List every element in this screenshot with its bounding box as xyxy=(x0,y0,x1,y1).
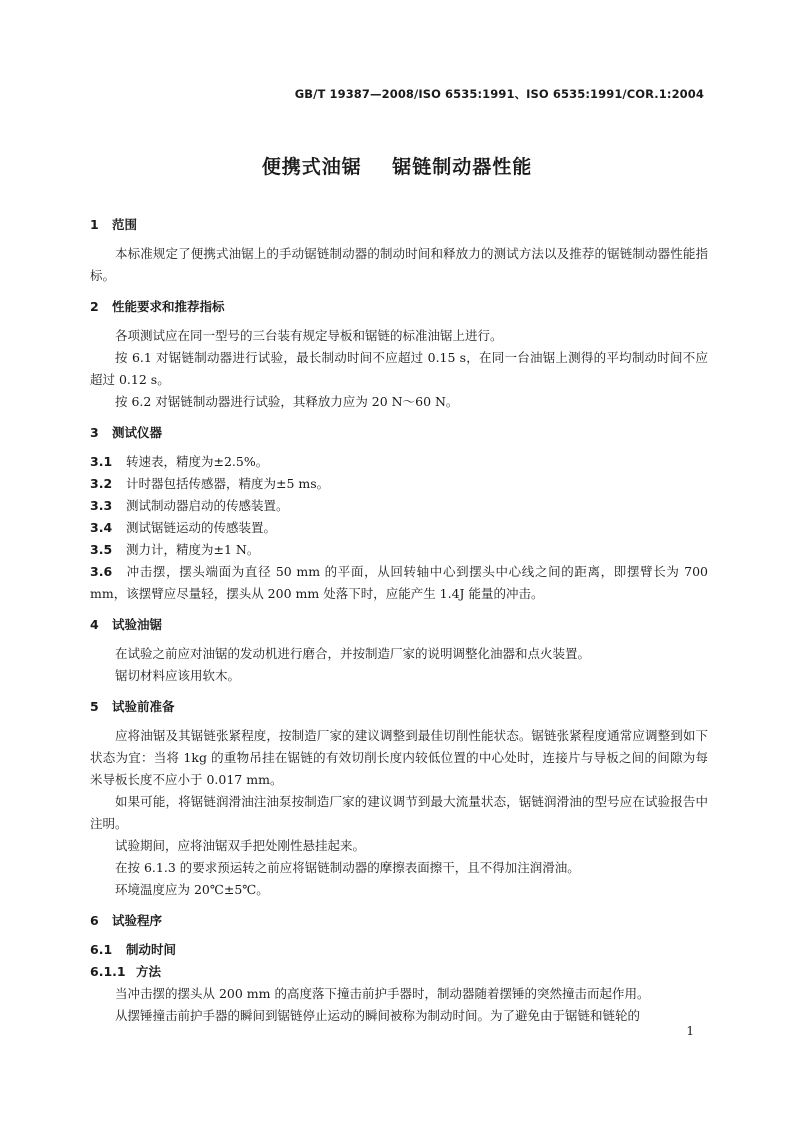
item-number: 3.5 xyxy=(90,542,113,557)
section-title: 试验前准备 xyxy=(112,699,175,714)
document-body xyxy=(90,214,708,1027)
subsection-number: 6.1 xyxy=(90,942,113,957)
section-title: 测试仪器 xyxy=(112,425,163,440)
section-title: 试验油锯 xyxy=(112,617,163,632)
item-text: 转速表，精度为±2.5%。 xyxy=(126,454,269,469)
item-number: 3.1 xyxy=(90,454,113,469)
section-1-heading xyxy=(90,214,708,236)
item-text: 测试锯链运动的传感装置。 xyxy=(126,520,277,535)
section-4-heading xyxy=(90,614,708,636)
item-number: 3.3 xyxy=(90,498,113,513)
paragraph: 试验期间，应将油锯双手把处刚性悬挂起来。 xyxy=(115,838,366,853)
standard-code: GB/T 19387—2008/ISO 6535:1991、ISO 6535:1991/COR.1:2004 xyxy=(294,87,704,101)
subsection-6-1-heading xyxy=(90,939,708,961)
paragraph: 从摆锤撞击前护手器的瞬间到锯链停止运动的瞬间被称为制动时间。为了避免由于锯链和链轮的 xyxy=(115,1008,641,1023)
item-number: 3.6 xyxy=(90,564,113,579)
paragraph: 在按 6.1.3 的要求预运转之前应将锯链制动器的摩擦表面擦干，且不得加注润滑油。 xyxy=(115,860,580,875)
section-number: 1 xyxy=(90,217,99,232)
subsection-title: 制动时间 xyxy=(126,942,177,957)
section-5-heading xyxy=(90,696,708,718)
paragraph: 各项测试应在同一型号的三台装有规定导板和锯链的标准油锯上进行。 xyxy=(115,328,503,343)
document-title: 便携式油锯 锯链制动器性能 xyxy=(261,156,533,178)
section-number: 4 xyxy=(90,617,99,632)
section-3-heading xyxy=(90,422,708,444)
section-number: 5 xyxy=(90,699,99,714)
paragraph: 当冲击摆的摆头从 200 mm 的高度落下撞击前护手器时，制动器随着摆锤的突然撞击而起作用。 xyxy=(115,986,650,1001)
section-number: 3 xyxy=(90,425,99,440)
list-item xyxy=(90,495,708,517)
paragraph: 按 6.2 对锯链制动器进行试验，其释放力应为 20 N～60 N。 xyxy=(115,394,459,409)
section-title: 范围 xyxy=(112,217,138,232)
list-item xyxy=(90,473,708,495)
item-text: 计时器包括传感器，精度为±5 ms。 xyxy=(126,476,330,491)
list-item xyxy=(90,517,708,539)
paragraph: 在试验之前应对油锯的发动机进行磨合，并按制造厂家的说明调整化油器和点火装置。 xyxy=(115,646,591,661)
paragraph: 本标准规定了便携式油锯上的手动锯链制动器的制动时间和释放力的测试方法以及推荐的锯链制动器性能指标。 xyxy=(90,246,708,283)
section-6-heading xyxy=(90,910,708,932)
section-number: 6 xyxy=(90,913,99,928)
subsection-number: 6.1.1 xyxy=(90,964,126,979)
section-2-heading xyxy=(90,296,708,318)
list-item xyxy=(90,561,708,605)
item-text: 测力计，精度为±1 N。 xyxy=(126,542,260,557)
section-number: 2 xyxy=(90,299,99,314)
paragraph: 如果可能，将锯链润滑油注油泵按制造厂家的建议调节到最大流量状态，锯链润滑油的型号应在试验报告中注明。 xyxy=(90,794,708,831)
item-text: 冲击摆，摆头端面为直径 50 mm 的平面，从回转轴中心到摆头中心线之间的距离，即摆臂长为 700 mm，该摆臂应尽量轻，摆头从 200 mm 处落下时，应能产生 1.4J 能量的冲击。 xyxy=(90,564,708,601)
item-text: 测试制动器启动的传感装置。 xyxy=(126,498,289,513)
subsection-6-1-1-heading xyxy=(90,961,708,983)
section-title: 性能要求和推荐指标 xyxy=(112,299,225,314)
paragraph: 应将油锯及其锯链张紧程度，按制造厂家的建议调整到最佳切削性能状态。锯链张紧程度通常应调整到如下状态为宜：当将 1kg 的重物吊挂在锯链的有效切削长度内较低位置的中心处时，连接片与导板之间的间隙为每米导板长度不应小于 0.017 mm。 xyxy=(90,728,708,787)
item-number: 3.4 xyxy=(90,520,113,535)
list-item xyxy=(90,451,708,473)
paragraph: 锯切材料应该用软木。 xyxy=(115,668,241,683)
paragraph: 环境温度应为 20℃±5℃。 xyxy=(115,882,269,897)
paragraph: 按 6.1 对锯链制动器进行试验，最长制动时间不应超过 0.15 s，在同一台油锯上测得的平均制动时间不应超过 0.12 s。 xyxy=(90,350,708,387)
list-item xyxy=(90,539,708,561)
item-number: 3.2 xyxy=(90,476,113,491)
section-title: 试验程序 xyxy=(112,913,163,928)
subsection-title: 方法 xyxy=(136,964,162,979)
page-number: 1 xyxy=(686,1024,694,1038)
